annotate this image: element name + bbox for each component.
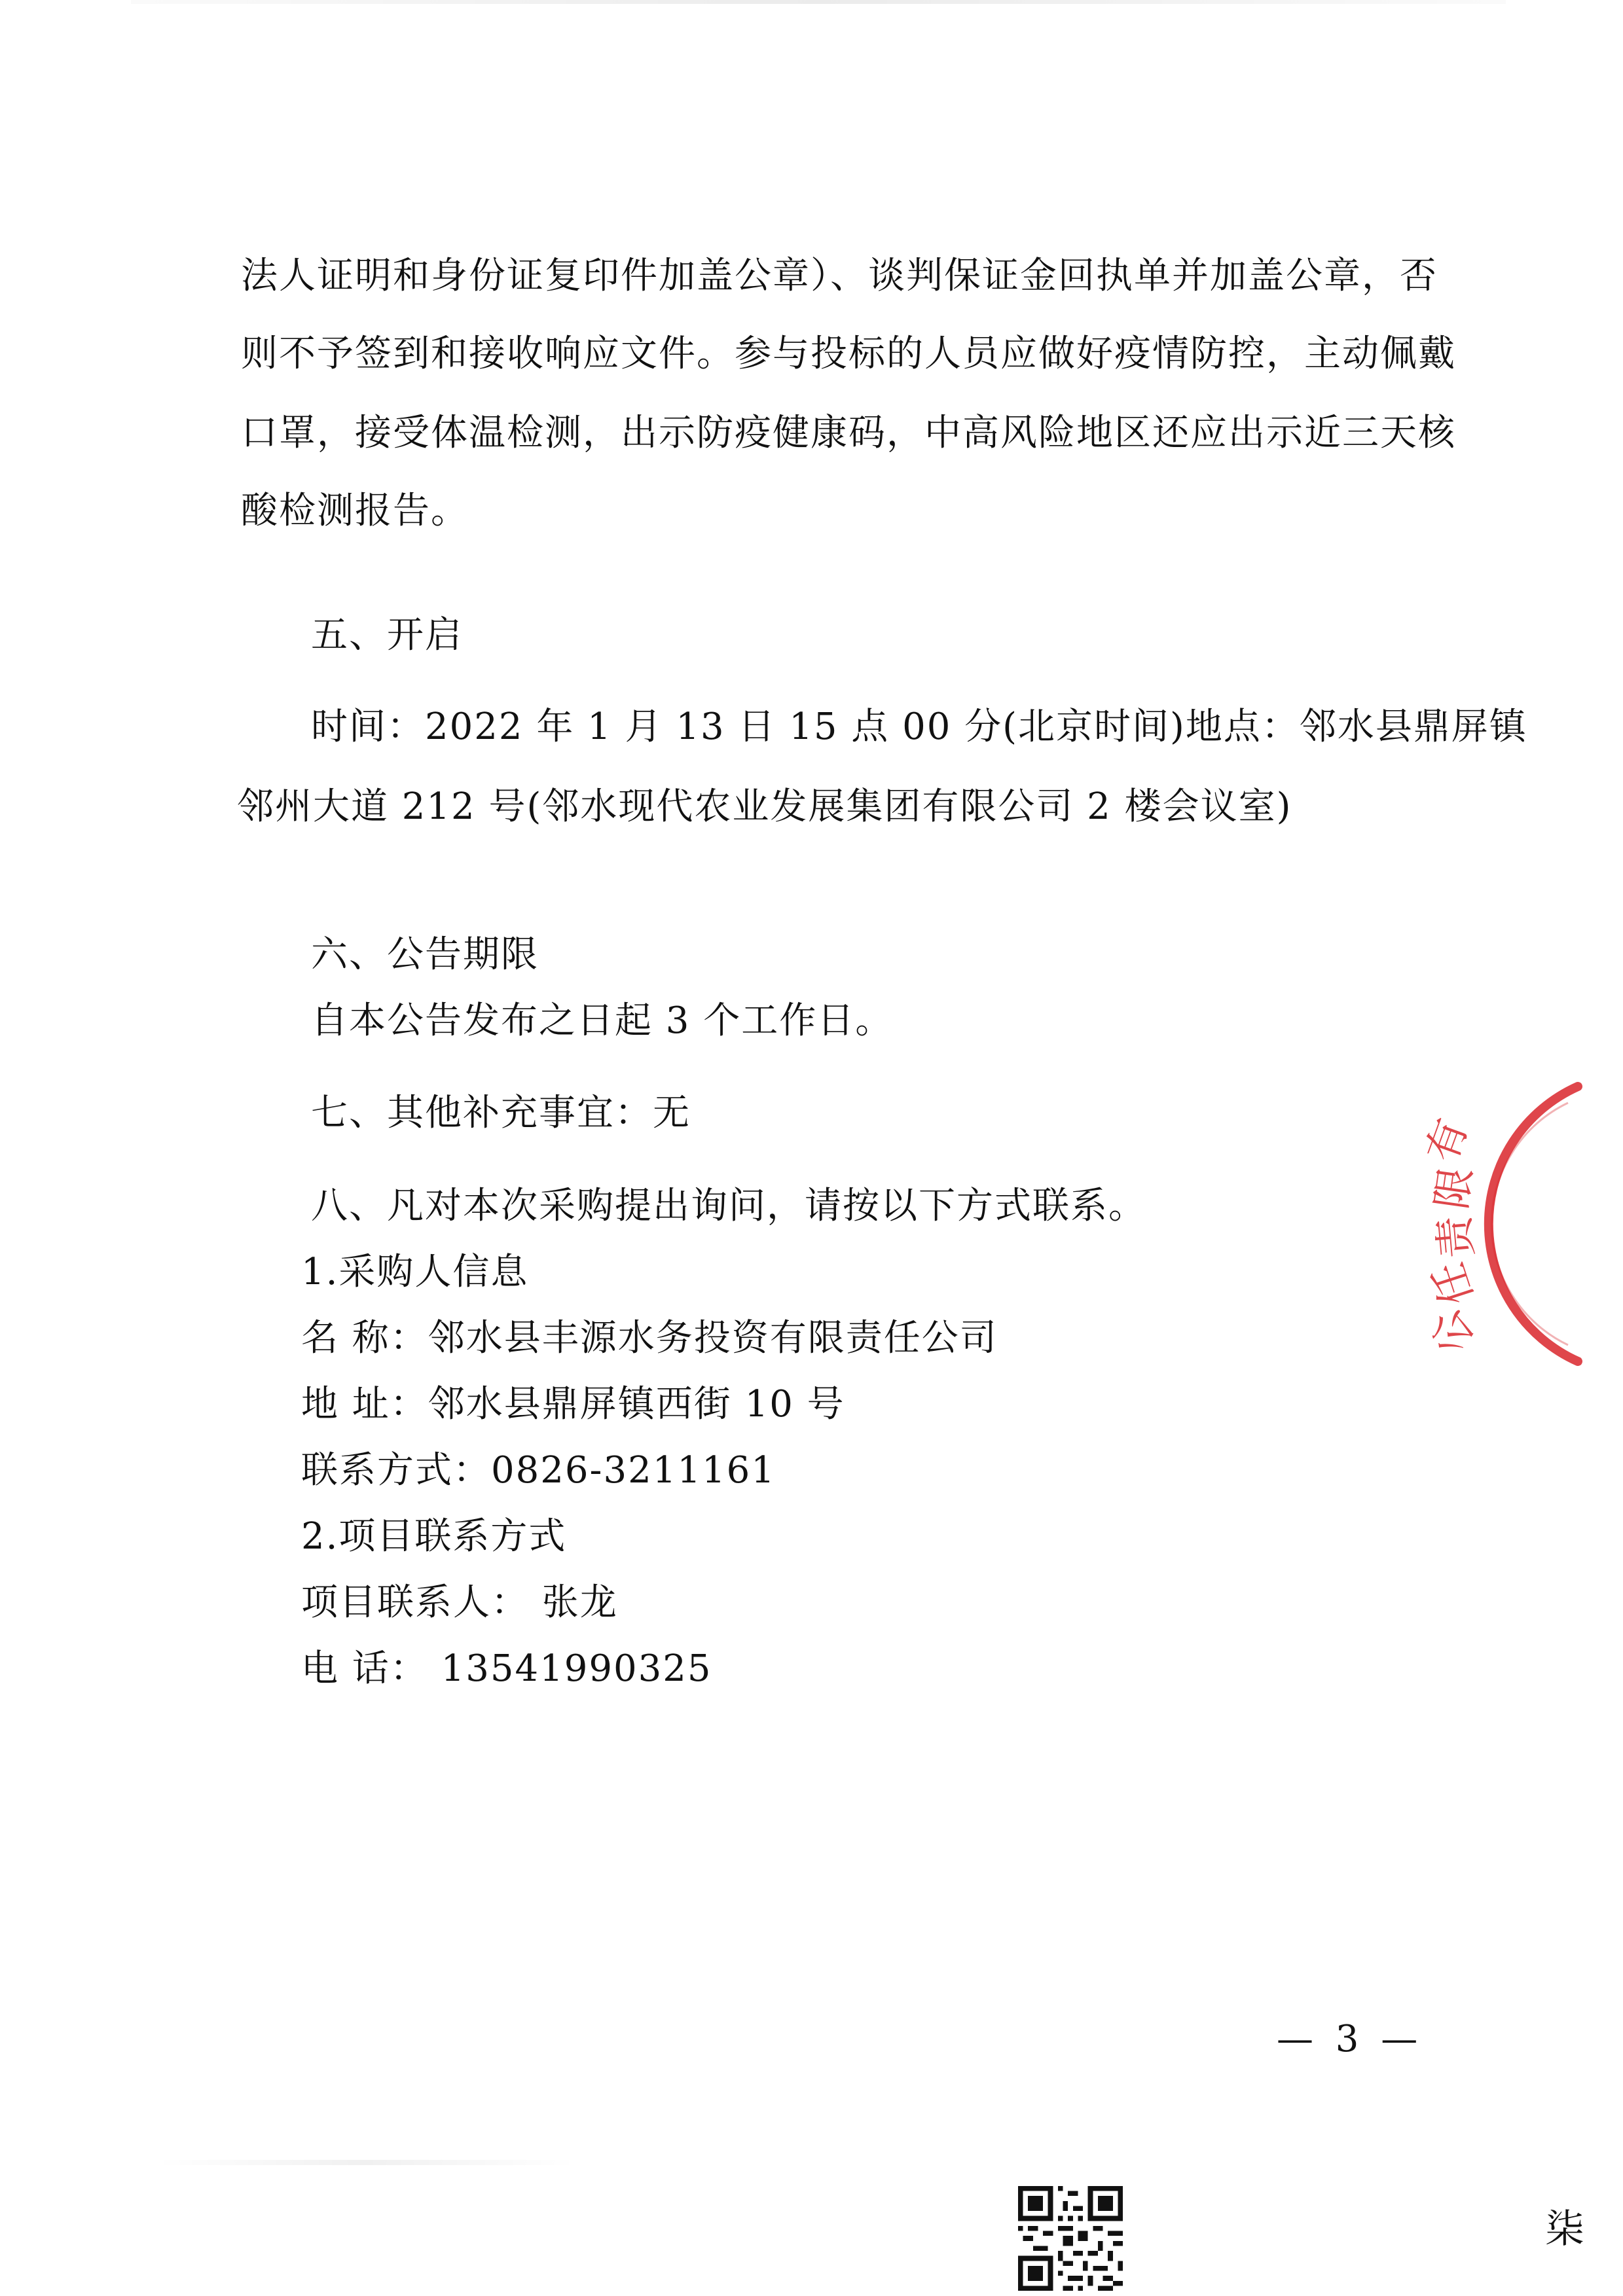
stamp-char-4: 任 (1424, 1256, 1484, 1311)
corner-character: 柒 (1545, 2206, 1584, 2252)
paragraph-line-2: 则不予签到和接收响应文件。参与投标的人员应做好疫情防控，主动佩戴 (241, 332, 1456, 375)
paragraph-line-1: 法人证明和身份证复印件加盖公章）、谈判保证金回执单并加盖公章，否 (241, 255, 1438, 297)
purchaser-address: 地 址：邻水县鼎屏镇西街 10 号 (301, 1383, 845, 1426)
purchaser-info-heading: 1.采购人信息 (301, 1251, 529, 1293)
section-heading-6: 六、公告期限 (311, 933, 539, 976)
qr-code (1018, 2186, 1123, 2291)
official-seal-stamp (1408, 1073, 1623, 1374)
project-contact-phone: 电 话： 13541990325 (301, 1647, 712, 1690)
purchaser-name: 名 称：邻水县丰源水务投资有限责任公司 (301, 1317, 998, 1359)
section-heading-7: 七、其他补充事宜：无 (311, 1092, 691, 1134)
notice-period-text: 自本公告发布之日起 3 个工作日。 (311, 999, 894, 1042)
stamp-char-1: 有 (1417, 1113, 1478, 1169)
purchaser-phone: 联系方式：0826-3211161 (301, 1449, 776, 1492)
section-heading-8: 八、凡对本次采购提出询问，请按以下方式联系。 (311, 1185, 1146, 1227)
stamp-char-5: 公 (1421, 1300, 1485, 1362)
stamp-char-2: 限 (1427, 1164, 1482, 1213)
opening-time-line: 时间：2022 年 1 月 13 日 15 点 00 分(北京时间)地点：邻水县鼎屏镇 (311, 706, 1527, 748)
opening-place-line: 邻州大道 212 号(邻水现代农业发展集团有限公司 2 楼会议室) (237, 785, 1292, 828)
project-contact-person: 项目联系人： 张龙 (301, 1581, 618, 1624)
paragraph-line-3: 口罩，接受体温检测，出示防疫健康码，中高风险地区还应出示近三天核 (241, 412, 1456, 454)
section-heading-5: 五、开启 (311, 614, 463, 656)
stamp-char-3: 责 (1430, 1213, 1482, 1261)
project-contact-heading: 2.项目联系方式 (301, 1515, 567, 1558)
scan-edge-bottom (157, 2160, 576, 2165)
scan-edge-top (131, 0, 1506, 4)
page-number: — 3 — (1277, 2018, 1423, 2060)
paragraph-line-4: 酸检测报告。 (241, 490, 469, 532)
